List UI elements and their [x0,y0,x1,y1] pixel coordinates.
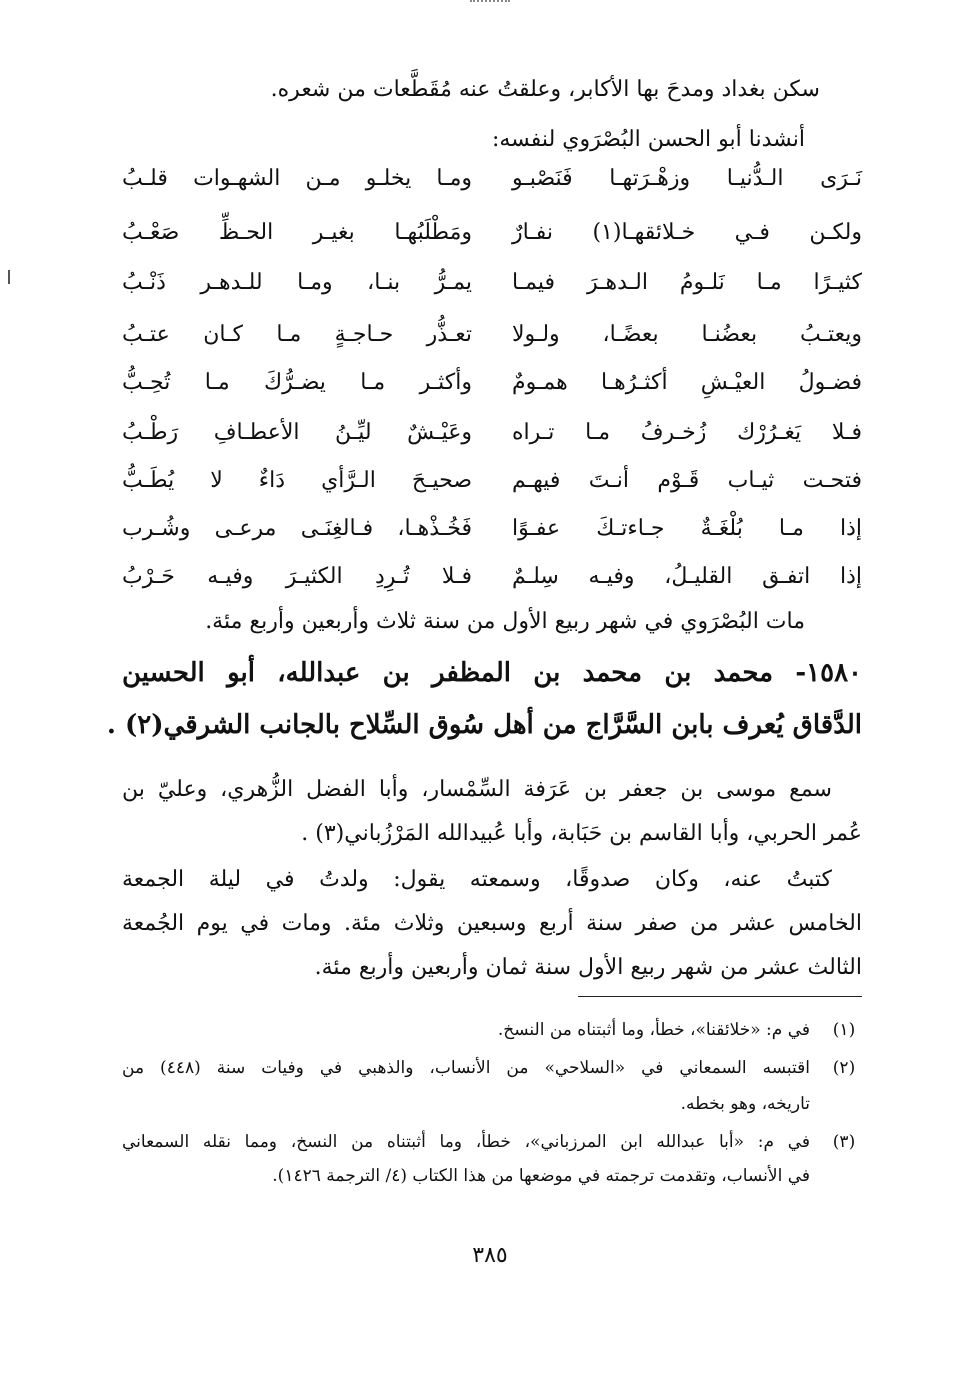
entry-heading-line-2: الدَّقاق يُعرف بابن السَّرَّاج من أهل سُوق السِّلاح بالجانب الشرقي(٢) . [106,710,862,740]
footnote-2-continuation: تاريخه، وهو بخطه. [680,1094,810,1114]
poem-verse-9 [122,564,862,604]
death-note: مات البُصْرَوي في شهر ربيع الأول من سنة ثلاث وأربعين وأربع مئة. [205,609,805,634]
poem-hemistich-right: كثيـرًا مـا نَلـومُ الـدهـرَ فيمـا [512,270,862,295]
poem-hemistich-left: فَخُـذْهـا، فـالغِنَـى مرعـى وشُـرب [122,516,472,541]
footnote-text: في م: «خلائقنا»، خطأ، وما أثبتناه من النسخ. [497,1020,810,1040]
margin-mark [8,270,10,284]
intro-line-1: سكن بغداد ومدحَ بها الأكابر، وعلقتُ عنه مُقَطَّعات من شعره. [270,77,820,102]
footnote-number: (١) [832,1020,856,1040]
entry-heading-line-1: ١٥٨٠- محمد بن محمد بن المظفر بن عبدالله، أبو الحسين [122,658,862,688]
poem-verse-1 [122,166,862,206]
poem-verse-4 [122,322,862,362]
footnote-number: (٢) [832,1058,856,1078]
entry-body-line-4: الخامس عشر من صفر سنة أربع وسبعين وثلاث مئة. ومات في يوم الجُمعة [122,911,862,936]
poem-hemistich-right: إذا مـا بُلْغَـةٌ جـاءتـكَ عفـوًا [512,516,862,541]
intro-line-2: أنشدنا أبو الحسن البُصْرَوي لنفسه: [491,127,805,152]
poem-hemistich-left: فـلا تُـرِدِ الكثيـرَ وفيـه حَـرْبُ [122,564,472,589]
poem-verse-2 [122,220,862,260]
poem-hemistich-right: نَـرَى الـدُّنيـا وزهْـرَتهـا فَنَصْبـو [512,166,862,191]
poem-verse-3 [122,270,862,310]
top-edge-mark [470,0,510,6]
poem-verse-7 [122,468,862,508]
entry-body-line-2: عُمر الحربي، وأبا القاسم بن حَبَابة، وأبا عُبيدالله المَرْزُباني(٣) . [301,821,862,846]
poem-hemistich-left: وعَيْـشٌ ليِّـنُ الأعطـافِ رَطْـبُ [122,420,472,445]
poem-verse-8 [122,516,862,556]
poem-hemistich-right: فتحـت ثيـاب قَـوْم أنـتَ فيهـم [512,468,862,493]
poem-hemistich-right: فضـولُ العيْـشِ أكثـرُهـا همـومٌ [512,370,862,395]
poem-verse-6 [122,420,862,460]
poem-hemistich-left: وأكثـر مـا يضـرُّكَ مـا تُحِـبُّ [122,370,472,395]
poem-hemistich-left: ومـا يخلـو مـن الشهـوات قلـبُ [122,166,472,191]
footnote-divider [578,996,862,997]
footnote-number: (٣) [832,1132,856,1152]
poem-hemistich-right: فـلا يَغـرُرْك زُخـرفُ مـا تـراه [512,420,862,445]
page-number: ٣٨٥ [472,1243,508,1268]
poem-hemistich-right: إذا اتفـق القليـلُ، وفيـه سِلـمٌ [512,564,862,589]
poem-hemistich-left: صحيـحَ الـرَّأي دَاءٌ لا يُطَـبُّ [122,468,472,493]
footnote-3-continuation: في الأنساب، وتقدمت ترجمته في موضعها من هذا الكتاب (٤/ الترجمة ١٤٢٦). [272,1166,810,1186]
poem-hemistich-right: ويعتـبُ بعضُنـا بعضًـا، ولـولا [512,322,862,347]
poem-hemistich-left: ومَطْلَبُهـا بغيـر الحـظِّ صَعْـبُ [122,220,472,245]
entry-body-line-3: كتبتُ عنه، وكان صدوقًا، وسمعته يقول: ولدتُ في ليلة الجمعة [122,867,832,892]
poem-hemistich-right: ولكـن فـي خـلائقهـا(١) نفـارٌ [512,220,862,245]
footnote-text: اقتبسه السمعاني في «السلاحي» من الأنساب، والذهبي في وفيات سنة (٤٤٨) من [122,1058,810,1078]
footnote-text: في م: «أبا عبدالله ابن المرزباني»، خطأ، وما أثبتناه من النسخ، ومما نقله السمعاني [122,1132,810,1152]
poem-hemistich-left: يمـرُّ بنـا، ومـا للـدهـر ذَنْـبُ [122,270,472,295]
entry-body-line-5: الثالث عشر من شهر ربيع الأول سنة ثمان وأربعين وأربع مئة. [314,955,862,980]
entry-body-line-1: سمع موسى بن جعفر بن عَرَفة السِّمْسار، وأبا الفضل الزُّهري، وعليّ بن [122,777,832,802]
poem-hemistich-left: تعـذُّر حـاجـةٍ مـا كـان عتـبُ [122,322,472,347]
poem-verse-5 [122,370,862,410]
